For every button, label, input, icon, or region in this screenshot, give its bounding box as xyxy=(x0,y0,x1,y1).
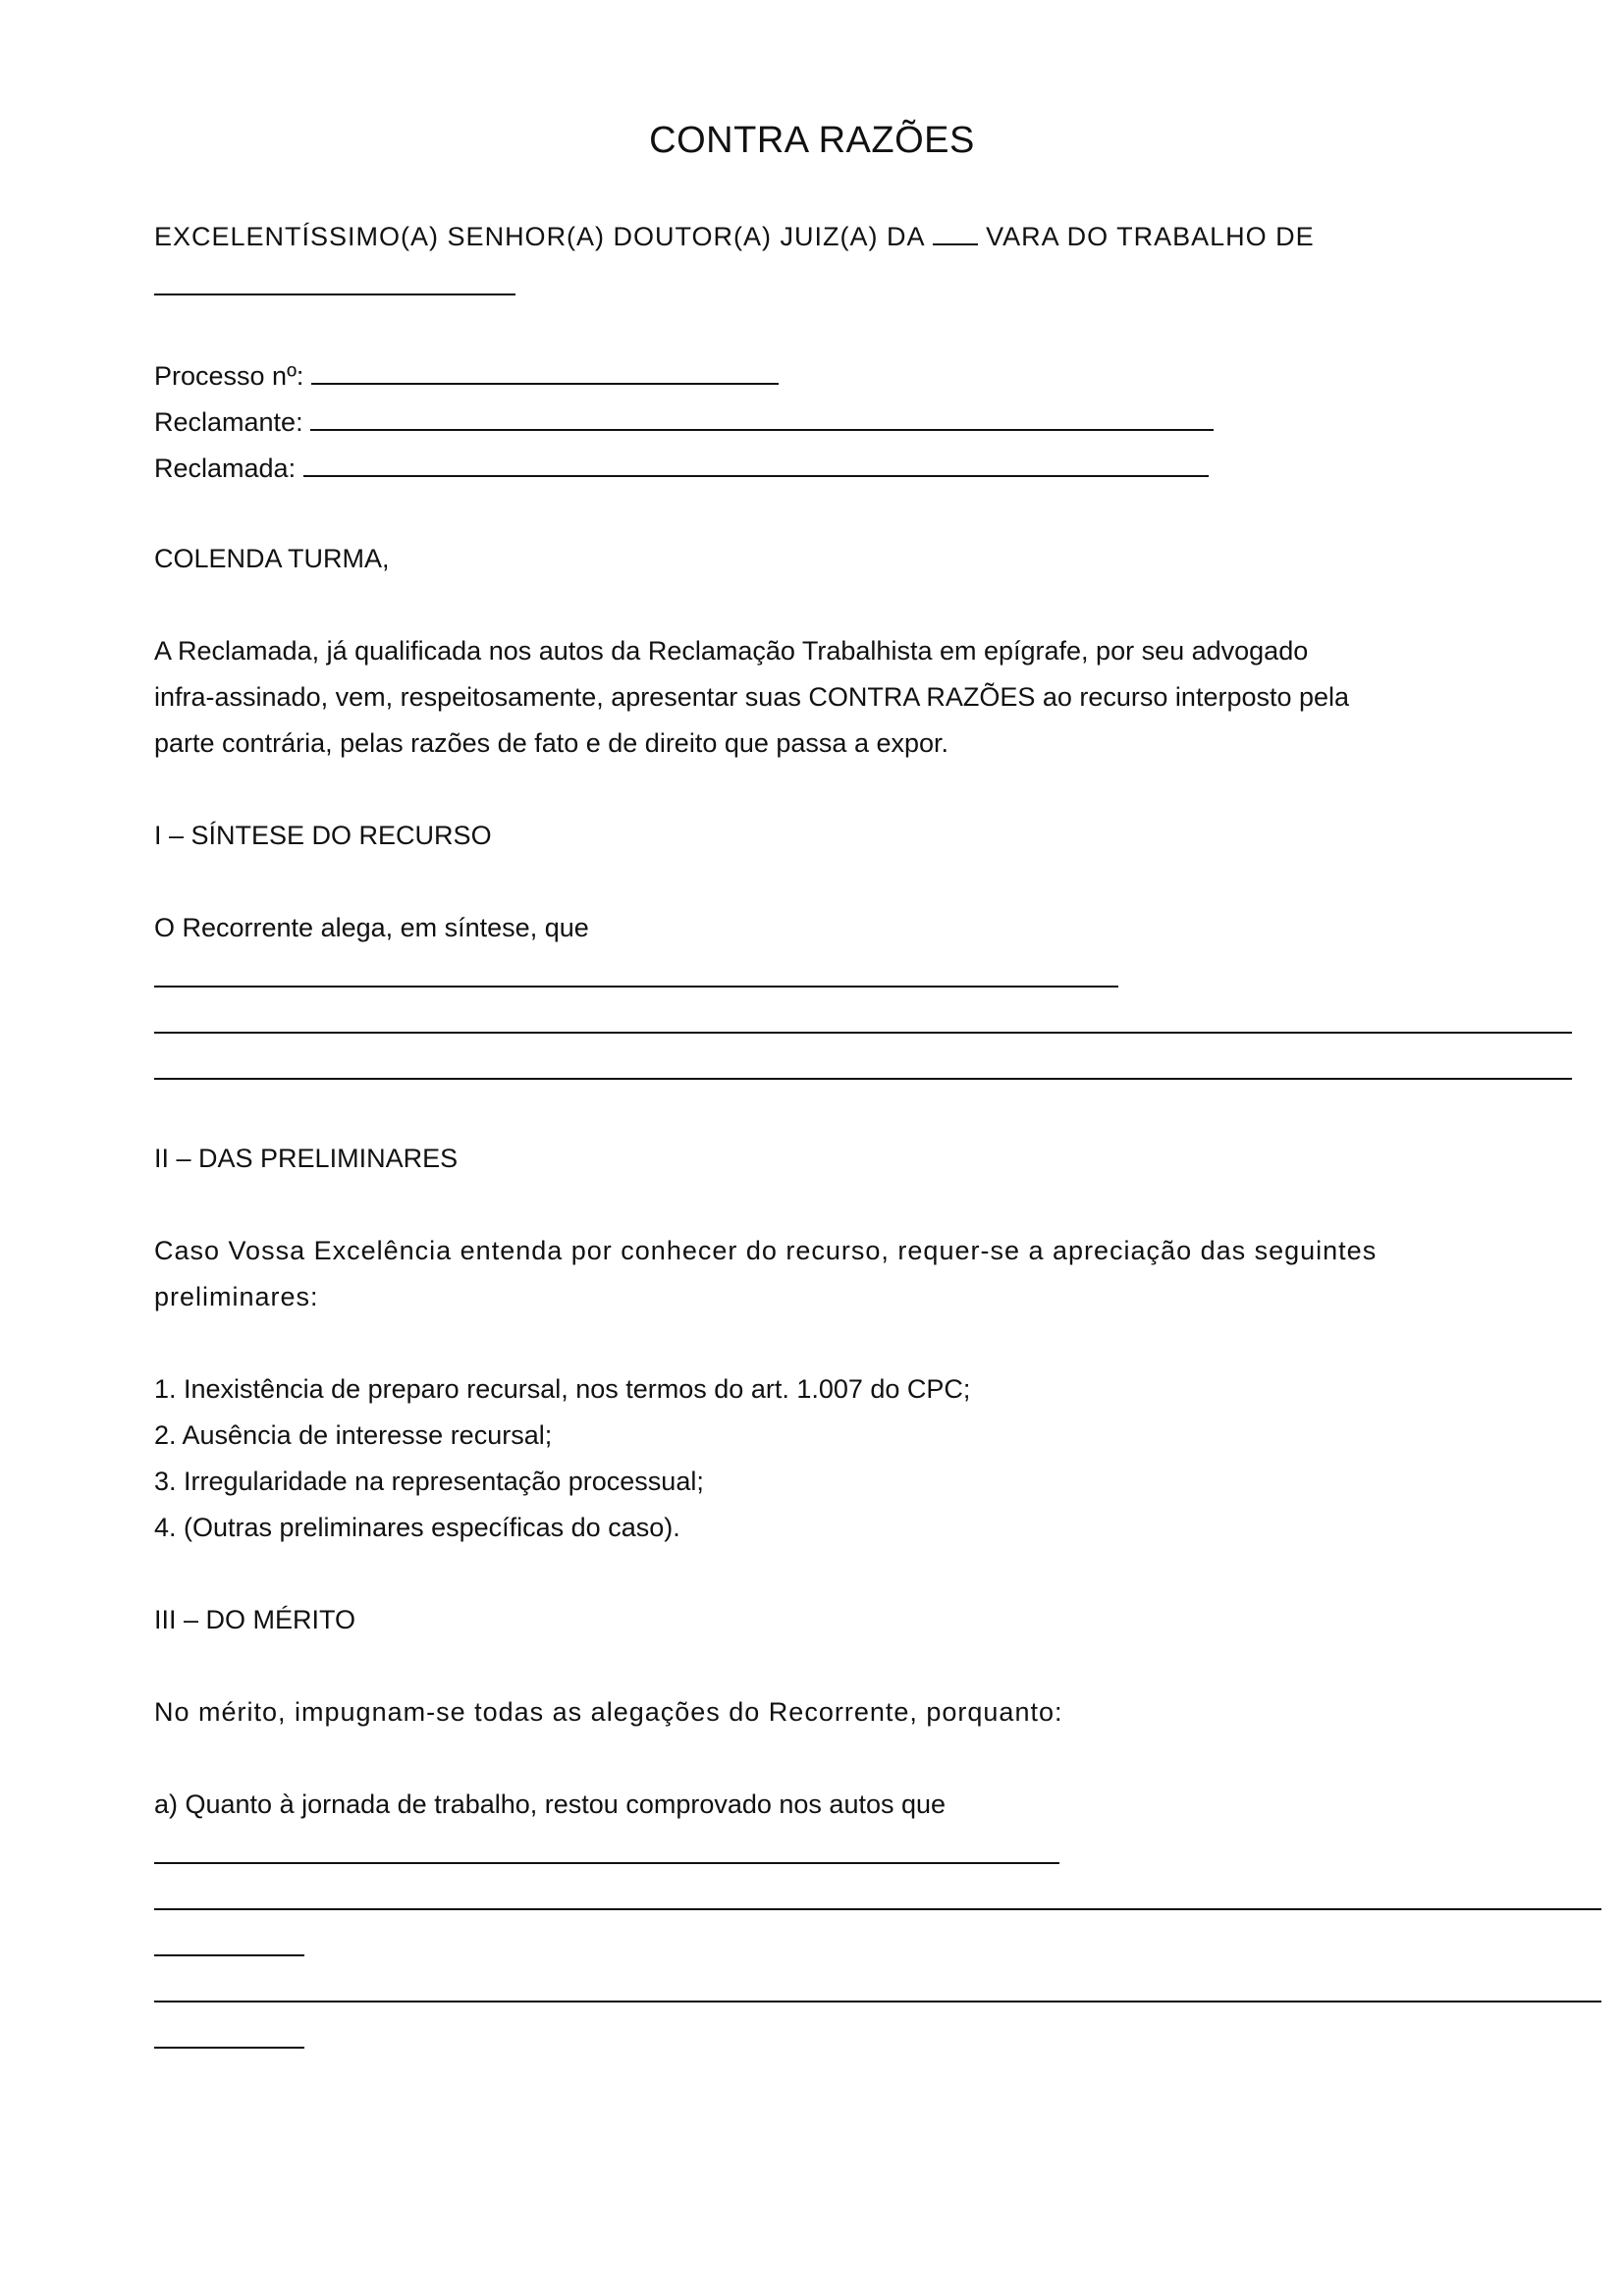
section1-blank-1 xyxy=(154,986,1118,988)
section2-text-line-1: Caso Vossa Excelência entenda por conhecer do recurso, requer-se a apreciação das seguintes xyxy=(154,1236,1378,1265)
salutation: COLENDA TURMA, xyxy=(154,544,390,573)
preliminary-item-4: 4. (Outras preliminares específicas do caso). xyxy=(154,1513,680,1542)
reclamada-label: Reclamada: xyxy=(154,454,297,483)
reclamada-field xyxy=(154,450,1209,485)
addressee-suffix: VARA DO TRABALHO DE xyxy=(986,222,1315,251)
merit-blank-5 xyxy=(154,2047,304,2049)
section1-blank-3 xyxy=(154,1078,1572,1080)
preliminary-item-3: 3. Irregularidade na representação processual; xyxy=(154,1467,704,1496)
section1-heading: I – SÍNTESE DO RECURSO xyxy=(154,821,492,850)
intro-line-3: parte contrária, pelas razões de fato e de direito que passa a expor. xyxy=(154,728,949,758)
reclamante-field xyxy=(154,403,1214,439)
reclamante-blank xyxy=(310,403,1214,431)
vara-number-blank xyxy=(933,218,978,245)
preliminary-item-2: 2. Ausência de interesse recursal; xyxy=(154,1420,553,1450)
addressee-text: EXCELENTÍSSIMO(A) SENHOR(A) DOUTOR(A) JUIZ(A) DA xyxy=(154,222,925,251)
addressee-line xyxy=(154,218,1315,253)
intro-line-2: infra-assinado, vem, respeitosamente, apresentar suas CONTRA RAZÕES ao recurso interposto pela xyxy=(154,682,1350,712)
processo-blank xyxy=(311,357,779,385)
reclamada-blank xyxy=(303,450,1209,477)
processo-label: Processo nº: xyxy=(154,361,304,391)
merit-item-a: a) Quanto à jornada de trabalho, restou comprovado nos autos que xyxy=(154,1789,947,1819)
document-title: CONTRA RAZÕES xyxy=(649,120,975,161)
merit-blank-1 xyxy=(154,1862,1059,1864)
processo-field xyxy=(154,357,779,393)
section2-text-line-2: preliminares: xyxy=(154,1282,319,1311)
merit-blank-2 xyxy=(154,1908,1601,1910)
section1-text: O Recorrente alega, em síntese, que xyxy=(154,913,589,942)
intro-line-1: A Reclamada, já qualificada nos autos da Reclamação Trabalhista em epígrafe, por seu advogado xyxy=(154,636,1309,666)
merit-blank-3 xyxy=(154,1954,304,1956)
section3-heading: III – DO MÉRITO xyxy=(154,1605,356,1634)
merit-blank-4 xyxy=(154,2001,1601,2002)
comarca-blank xyxy=(154,294,515,295)
reclamante-label: Reclamante: xyxy=(154,407,303,437)
section2-heading: II – DAS PRELIMINARES xyxy=(154,1144,459,1173)
preliminary-item-1: 1. Inexistência de preparo recursal, nos termos do art. 1.007 do CPC; xyxy=(154,1374,971,1404)
section1-blank-2 xyxy=(154,1032,1572,1034)
section3-text: No mérito, impugnam-se todas as alegações do Recorrente, porquanto: xyxy=(154,1697,1063,1727)
